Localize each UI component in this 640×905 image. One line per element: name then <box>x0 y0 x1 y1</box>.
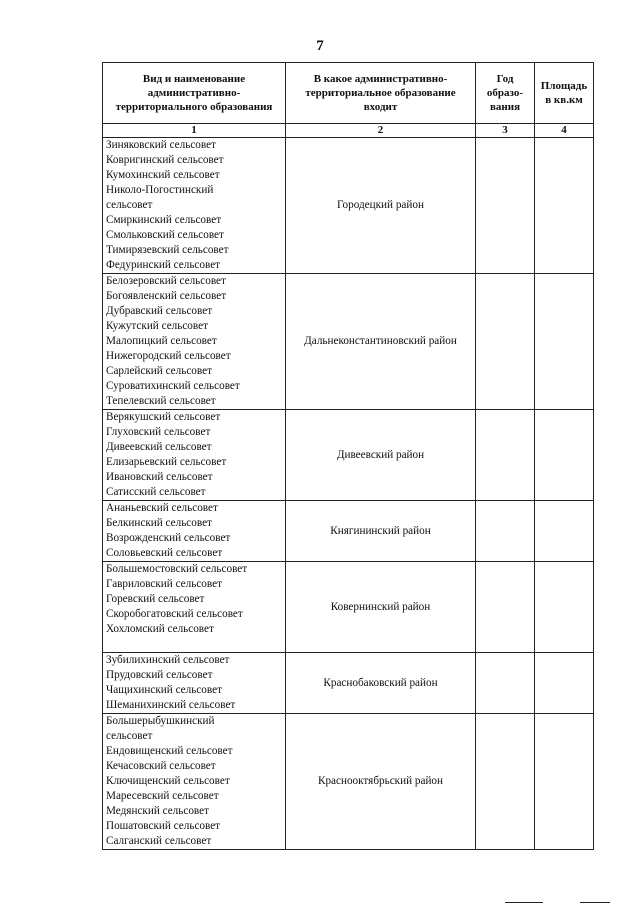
council-name: Салганский сельсовет <box>106 835 212 847</box>
column-number-row <box>103 124 594 138</box>
council-name: Большерыбушкинский <box>106 715 215 727</box>
scan-mark <box>580 902 610 903</box>
council-name: Белкинский сельсовет <box>106 517 212 529</box>
district-name: Краснобаковский район <box>286 653 476 714</box>
council-name: Скоробогатовский сельсовет <box>106 608 243 620</box>
council-name: Кечасовский сельсовет <box>106 760 216 772</box>
admin-table <box>102 62 594 850</box>
council-name: Зиняковский сельсовет <box>106 139 216 151</box>
council-list <box>103 562 286 653</box>
table-row <box>103 501 594 562</box>
council-name: Зубилихинский сельсовет <box>106 654 230 666</box>
council-list <box>103 138 286 274</box>
council-name: Смиркинский сельсовет <box>106 214 222 226</box>
area-cell <box>535 714 594 850</box>
header-col2: В какое административно-территориальное образование входит <box>286 63 476 124</box>
district-name: Дивеевский район <box>286 410 476 501</box>
council-name: Тепелевский сельсовет <box>106 395 216 407</box>
council-name: Николо-Погостинский <box>106 184 214 196</box>
council-name: Шеманихинский сельсовет <box>106 699 236 711</box>
column-number: 3 <box>476 124 535 138</box>
council-name: сельсовет <box>106 730 153 742</box>
council-list <box>103 653 286 714</box>
year-cell <box>476 138 535 274</box>
council-name: Медянский сельсовет <box>106 805 209 817</box>
year-cell <box>476 562 535 653</box>
table-row <box>103 274 594 410</box>
council-name: Ивановский сельсовет <box>106 471 213 483</box>
council-name: Соловьевский сельсовет <box>106 547 223 559</box>
council-name: Малопицкий сельсовет <box>106 335 217 347</box>
area-cell <box>535 501 594 562</box>
header-col3: Год образо-вания <box>476 63 535 124</box>
council-name: Глуховский сельсовет <box>106 426 211 438</box>
council-name: Прудовский сельсовет <box>106 669 213 681</box>
council-name: Ключищенский сельсовет <box>106 775 230 787</box>
district-name: Дальнеконстантиновский район <box>286 274 476 410</box>
header-col4: Площадь в кв.км <box>535 63 594 124</box>
council-name: Богоявленский сельсовет <box>106 290 227 302</box>
council-list <box>103 501 286 562</box>
council-name: Нижегородский сельсовет <box>106 350 231 362</box>
council-name: Возрожденский сельсовет <box>106 532 231 544</box>
council-name: Гавриловский сельсовет <box>106 578 222 590</box>
council-list <box>103 410 286 501</box>
year-cell <box>476 410 535 501</box>
table-row <box>103 653 594 714</box>
area-cell <box>535 653 594 714</box>
council-list <box>103 714 286 850</box>
area-cell <box>535 274 594 410</box>
council-name: Маресевский сельсовет <box>106 790 219 802</box>
council-name: Пошатовский сельсовет <box>106 820 221 832</box>
area-cell <box>535 138 594 274</box>
council-name: Кумохинский сельсовет <box>106 169 220 181</box>
district-name: Краснооктябрьский район <box>286 714 476 850</box>
column-number: 2 <box>286 124 476 138</box>
council-name: Суроватихинский сельсовет <box>106 380 240 392</box>
council-name: Смольковский сельсовет <box>106 229 224 241</box>
table-row <box>103 562 594 653</box>
year-cell <box>476 714 535 850</box>
council-name: Ендовищенский сельсовет <box>106 745 233 757</box>
council-name: Федуринский сельсовет <box>106 259 221 271</box>
table-row <box>103 410 594 501</box>
table-row <box>103 714 594 850</box>
scan-mark <box>505 902 543 903</box>
column-number: 4 <box>535 124 594 138</box>
year-cell <box>476 653 535 714</box>
council-list <box>103 274 286 410</box>
column-number: 1 <box>103 124 286 138</box>
council-name: Дивеевский сельсовет <box>106 441 212 453</box>
council-name: Тимирязевский сельсовет <box>106 244 229 256</box>
year-cell <box>476 501 535 562</box>
council-name: Хохломский сельсовет <box>106 623 214 635</box>
council-name: Белозеровский сельсовет <box>106 275 226 287</box>
council-name: Верякушский сельсовет <box>106 411 221 423</box>
page-number: 7 <box>316 38 324 54</box>
council-name: Кужутский сельсовет <box>106 320 208 332</box>
council-name: Ковригинский сельсовет <box>106 154 224 166</box>
district-name: Городецкий район <box>286 138 476 274</box>
table-body <box>103 138 594 850</box>
council-name: Большемостовский сельсовет <box>106 563 248 575</box>
district-name: Княгининский район <box>286 501 476 562</box>
council-name <box>106 637 285 652</box>
header-col1: Вид и наименование административно-территориального образования <box>103 63 286 124</box>
council-name: Сатисский сельсовет <box>106 486 206 498</box>
district-name: Ковернинский район <box>286 562 476 653</box>
table-header-row <box>103 63 594 124</box>
council-name: Елизарьевский сельсовет <box>106 456 227 468</box>
area-cell <box>535 410 594 501</box>
year-cell <box>476 274 535 410</box>
area-cell <box>535 562 594 653</box>
council-name: Ананьевский сельсовет <box>106 502 218 514</box>
council-name: Чащихинский сельсовет <box>106 684 222 696</box>
council-name: сельсовет <box>106 199 153 211</box>
table-row <box>103 138 594 274</box>
council-name: Дубравский сельсовет <box>106 305 213 317</box>
council-name: Горевский сельсовет <box>106 593 205 605</box>
council-name: Сарлейский сельсовет <box>106 365 212 377</box>
